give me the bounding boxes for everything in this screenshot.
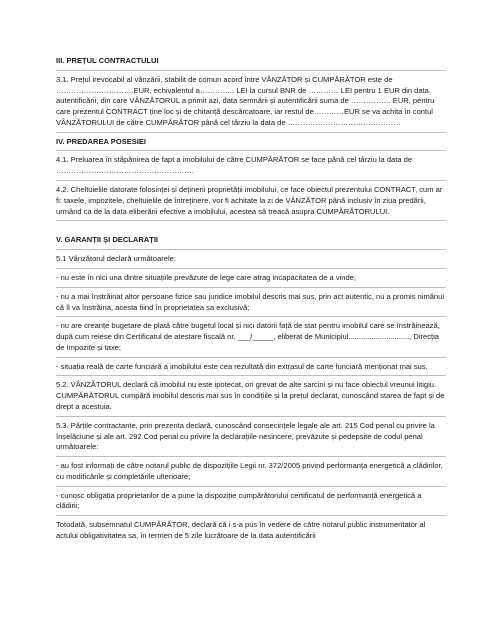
- clause-3-1: 3.1. Prețul irevocabil al vânzării, stabilit de comun acord între VÂNZĂTOR și CUMPĂRĂTOR este de ………………………….EUR, echivalentul a………….. LEI la cursul BNR de ………… LEI pentru 1 EUR din data autentificării, din care VÂNZĂTORUL a primit azi, data semnării și autentificării suma de ……………. EUR, pentru care prezentul CONTRACT ține loc și de chitanță descărcatoare, iar restul de…………EUR se va achita în contul VÂNZĂTORULUI de către CUMPĂRĂTOR până cel târziu la data de ………………………………………: [56, 74, 435, 127]
- clause-4-1: 4.1. Preluarea în stăpânirea de fapt a imobilului de către CUMPĂRĂTOR se face până cel târziu la data de ……………………………………………….: [56, 155, 413, 176]
- clause-5-3: 5.3. Părțile contractante, prin prezenta declară, cunoscând consecințele legale ale art. 215 Cod penal cu privire la înșelăciune și ale art. 292 Cod penal cu privire la declarațiile nesincere, prevăzute și pedepsite de codul penal următoarele:: [56, 420, 435, 452]
- divider: [56, 70, 446, 71]
- document-body: [56, 56, 446, 542]
- section-heading-possession: IV. PREDAREA POSESIEI: [56, 136, 147, 146]
- section-heading-warranties: V. GARANȚII ȘI DECLARAȚII: [56, 235, 159, 245]
- declaration-item-land-register: - situația reală de carte funciară a imobilului este cea rezultată din extrasul de carte funciară menționat mai sus.: [56, 361, 428, 371]
- declaration-item-capacity: - nu este în nici una dintre situațiile prevăzute de lege care atrag incapacitatea de a vinde;: [56, 272, 356, 282]
- divider: [56, 456, 446, 457]
- divider: [56, 249, 446, 250]
- clause-5-1: 5.1 Vânzătorul declară următoarele:: [56, 254, 176, 264]
- divider: [56, 375, 446, 376]
- divider: [56, 515, 446, 516]
- section-heading-price: III. PREȚUL CONTRACTULUI: [56, 56, 159, 65]
- clause-5-2: 5.2. VÂNZĂTORUL declară că imobilul nu este ipotecat, ori grevat de alte sarcini și nu face obiectul vreunui litigiu. CUMPĂRĂTORUL cumpără imobilul descris mai sus în condițiile și la prețul declarat, cunoscând starea de fapt și de drept a acestuia.: [56, 380, 445, 411]
- divider: [56, 220, 446, 221]
- declaration-item-alienation: - nu a mai înstrăinat altor persoane fizice sau juridice imobilul descris mai sus, prin act autentic, nu a promis nimănui că îl va înstrăina, acesta fiind în proprietatea sa exclusivă;: [56, 291, 445, 312]
- divider: [56, 268, 446, 269]
- divider: [56, 357, 446, 358]
- declaration-item-energy-certificate: - au fost informați de către notarul public de dispozițiile Legii nr. 372/2005 privind performanța energetică a clădirilor, cu modificările și completările ulterioare;: [56, 461, 443, 481]
- divider: [56, 486, 446, 487]
- divider: [56, 150, 446, 151]
- clause-4-2: 4.2. Cheltuielile datorate folosinței și deținerii proprietății imobilului, ce face obiectul prezentului CONTRACT, cum ar fi: taxele, impozitele, cheltuielile de întreținere, vor fi achitate la zi de VÂNZĂTOR până inclusiv în ziua predării, urmând ca de la data eliberării efective a imobilului, acestea să treacă asupra CUMPĂRĂTORULUI.: [56, 185, 443, 216]
- declaration-item-tax-debts: - nu are creanțe bugetare de plată către bugetul local și nici datorii față de stat pentru imobilul care se înstrăinează, după cum reiese din Certificatul de atestare fiscală nr. ___/_____, eliberat de Municipiul............................., Direcția de Impozite și taxe;: [56, 321, 440, 352]
- divider: [56, 316, 446, 317]
- divider: [56, 132, 446, 133]
- declaration-item-owner-obligation: - cunosc obligația proprietarilor de a pune la dispoziție cumpărătorului certificatul de performanță energetică a clădirii;: [56, 490, 422, 511]
- divider: [56, 180, 446, 181]
- divider: [56, 287, 446, 288]
- closing-paragraph: Totodată, subsemnatul CUMPĂRĂTOR, declară că i s-a pus în vedere de către notarul public instrumentator al actului obligativitatea sa, în termen de 5 zile lucrătoare de la data autentificării: [56, 520, 426, 540]
- divider: [56, 416, 446, 417]
